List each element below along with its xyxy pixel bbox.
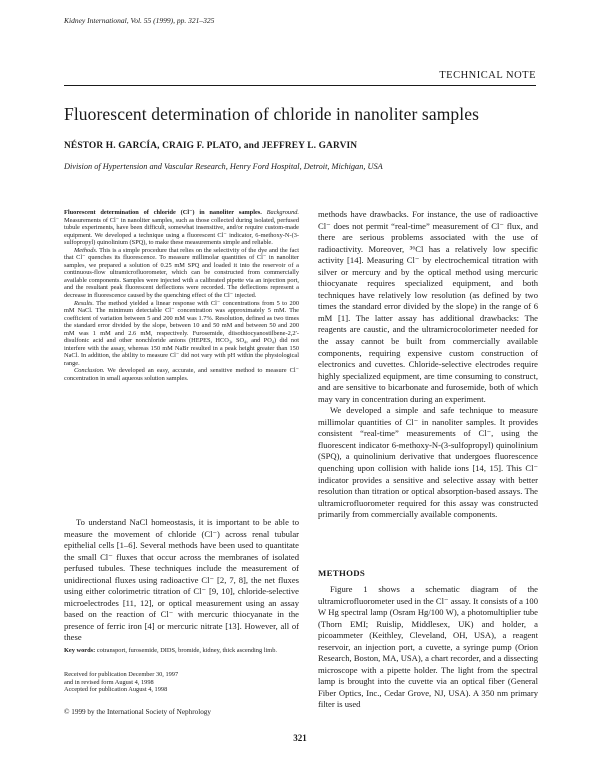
journal-citation: Kidney International, Vol. 55 (1999), pp. 321–325: [64, 16, 215, 25]
methods-paragraph: Figure 1 shows a schematic diagram of the ultramicrofluorometer used in the Cl⁻ assay. It consists of a 100 W Hg spectral lamp (Osram Hg/100 W), a photomultiplier tube (Thorn EMI; Ruislip, Middlesex, UK) and holder, a picoammeter (Keithley, Cleveland, OH, USA), a reagent reservoir, an injection port, a cuvette, a syringe pump (Orion Research, Boston, MA, USA), a chart recorder, and a dissecting microscope with a pipette holder. The light from the spectral lamp is brought into the cuvette via an optical fiber (General Fiber Optics, Inc., Cedar Grove, NJ, USA). A 350 nm primary filter is used: [318, 584, 538, 710]
article-title: Fluorescent determination of chloride in nanoliter samples: [64, 104, 479, 124]
article-authors: NÉSTOR H. GARCÍA, CRAIG F. PLATO, and JEFFREY L. GARVIN: [64, 141, 358, 151]
abstract-conclusion-text: We developed an easy, accurate, and sensitive method to measure Cl⁻ concentration in small aqueous solution samples.: [64, 367, 299, 383]
abstract-results-text: The method yielded a linear response with Cl⁻ concentrations from 5 to 200 mM NaCl. The minimum detectable Cl⁻ concentration was approximately 5 mM. The coefficient of variation between 5 and 200 mM was 1.7%. Resolution, defined as two times the standard error divided by the slope, between 10 and 50 mM and between 50 and 200 mM was 1 mM and 2.6 mM, respectively. Furosemide, diisothiocyanostilbene-2,2′-disulfonic acid and other nonchloride anions (HEPES, HCO₃, SO₄, and PO₄) did not interfere with the assay, whereas 150 mM NaBr resulted in a peak height greater than 150 NaCl. In addition, the ability to measure Cl⁻ did not vary with pH within the physiological range.: [64, 299, 299, 367]
abstract-methods-text: This is a simple procedure that relies on the selectivity of the dye and the fact that Cl⁻ quenches its fluorescence. To measure millimolar quantities of Cl⁻ in nanoliter samples, we prepared a solution of 0.25 mM SPQ and loaded it into the reservoir of a continuous-flow ultramicrofluorometer, which can be constructed from commercially available components. Samples were injected with a calibrated pipette via an injection port, and the resultant peak fluorescent deflections were recorded. The deflections represent a decrease in fluorescence caused by the quenching effect of the Cl⁻ injected.: [64, 246, 299, 300]
right-column: [318, 209, 538, 521]
abstract-conclusion-head: Conclusion.: [74, 367, 105, 375]
methods-section: [318, 584, 538, 711]
abstract-conclusion: [64, 367, 299, 382]
keywords: [64, 647, 299, 655]
section-label: TECHNICAL NOTE: [439, 70, 536, 81]
introduction: [64, 517, 299, 644]
methods-heading: METHODS: [318, 568, 366, 578]
abstract-background-text: Measurements of Cl⁻ in nanoliter samples, such as those collected during isolated, perfused tubule experiments, have been difficult, somewhat insensitive, and/or require custom-made equipment. We developed a technique using a fluorescent Cl⁻ indicator, 6-methoxy-N-(3-sulfopropyl) quinolinium (SPQ), to make these measurements simple and reliable.: [64, 216, 299, 247]
copyright-notice: © 1999 by the International Society of Nephrology: [64, 708, 211, 716]
page-number: 321: [293, 733, 307, 743]
publication-dates: [64, 671, 299, 694]
abstract-title: Fluorescent determination of chloride (Cl⁻) in nanoliter samples.: [64, 209, 262, 216]
abstract: [64, 209, 299, 383]
intro-paragraph: To understand NaCl homeostasis, it is important to be able to measure the movement of chloride (Cl⁻) across renal tubular epithelial cells [1–6]. Several methods have been used to quantitate the small Cl⁻ fluxes that occur across the membranes of isolated perfused tubules. These techniques include the measurement of unidirectional fluxes using radioactive Cl⁻ [2, 7, 8], the net fluxes using either colorimetric titration of Cl⁻ [9, 10], chloride-selective microelectrodes [11, 12], or optical measurement using an assay based on the reaction of Cl⁻ with mercuric thiocyanate in the presence of ferric iron [4] or mercuric nitrate [13]. However, all of these: [64, 517, 299, 643]
abstract-methods: [64, 247, 299, 300]
date-revised: and in revised form August 4, 1998: [64, 678, 154, 686]
date-received: Received for publication December 30, 1997: [64, 671, 179, 678]
header-rule: [64, 85, 536, 86]
abstract-results-head: Results.: [74, 299, 94, 307]
body-paragraph: methods have drawbacks. For instance, the use of radioactive Cl⁻ does not permit “real-time” measurement of Cl⁻ flux, and there are serious problems associated with the use of radioactivity. Moreover, ³⁶Cl has a relatively low specific activity [14]. Measuring Cl⁻ by electrochemical titration with silver or mercury and by the optical method using mercuric thiocyanate requires specialized equipment, and both techniques have relatively low resolution (as defined by two times the standard error divided by the slope) in the range of 6 mM [1]. The latter assay has additional drawbacks: The reagents are caustic, and the ultramicrocolorimeter needed for the assay cannot be built from commercially available components, requiring expensive custom construction of electronics and cuvettes. Chloride-selective electrodes require highly specialized equipment, are time consuming to construct, and are sensitive to bicarbonate and furosemide, both of which may vary in concentration during an experiment.: [318, 209, 538, 404]
keywords-text: cotransport, furosemide, DIDS, bromide, kidney, thick ascending limb.: [96, 647, 277, 654]
abstract-background: [64, 209, 299, 247]
keywords-label: Key words:: [64, 647, 96, 654]
abstract-results: [64, 300, 299, 368]
date-accepted: Accepted for publication August 4, 1998: [64, 686, 168, 693]
abstract-methods-head: Methods.: [74, 246, 98, 254]
abstract-background-head: Background.: [266, 209, 299, 216]
body-paragraph: We developed a simple and safe technique to measure millimolar quantities of Cl⁻ in nanoliter samples. It provides consistent “real-time” measurements of Cl⁻, using the fluorescent indicator 6-methoxy-N-(3-sulfopropyl) quinolinium (SPQ), a quinolinium derivative that undergoes fluorescence quenching upon collision with halide ions [14, 15]. This Cl⁻ indicator provides a sensitive and selective assay with better resolution than titration or optical absorption-based assays. The ultramicrofluorometer required for this assay was constructed primarily from commercially available components.: [318, 405, 538, 520]
article-affiliation: Division of Hypertension and Vascular Research, Henry Ford Hospital, Detroit, Michigan, USA: [64, 162, 383, 171]
